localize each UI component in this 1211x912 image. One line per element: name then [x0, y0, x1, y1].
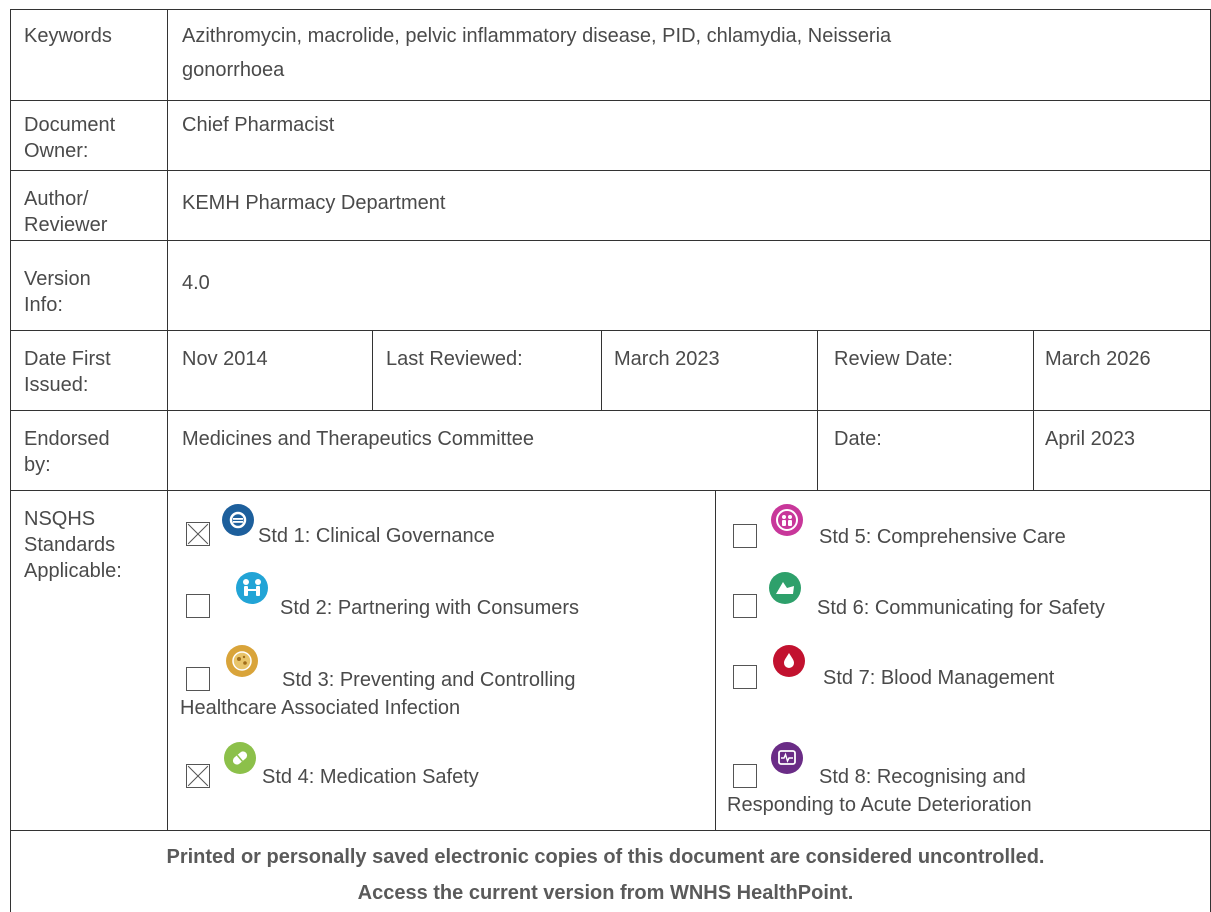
owner-label: Document Owner:: [24, 114, 116, 162]
acute-deterioration-icon: [771, 742, 803, 774]
infection-control-icon: [226, 645, 258, 677]
standard-7-checkbox[interactable]: [733, 665, 757, 689]
standard-3-label-line2: Healthcare Associated Infection: [180, 697, 461, 719]
standard-8: [727, 742, 1203, 828]
endorsed-label: Endorsed by:: [24, 428, 110, 476]
standard-7: [733, 645, 1203, 715]
standard-2: [186, 572, 706, 642]
last-reviewed-value: March 2023: [614, 348, 720, 370]
comprehensive-care-icon: [771, 504, 803, 536]
owner-value: Chief Pharmacist: [182, 114, 335, 136]
standard-3-label-line1: Std 3: Preventing and Controlling: [282, 669, 576, 691]
endorsed-date-label: Date:: [834, 428, 882, 450]
standard-8-checkbox[interactable]: [733, 764, 757, 788]
date-first-issued-value: Nov 2014: [182, 348, 268, 370]
standard-4-checkbox[interactable]: [186, 764, 210, 788]
footer-uncontrolled-notice: Printed or personally saved electronic copies of this document are considered uncontrolled.: [166, 846, 1045, 868]
standard-1-label: Std 1: Clinical Governance: [258, 525, 495, 547]
communicating-safety-icon: [769, 572, 801, 604]
endorsed-date-value: April 2023: [1045, 428, 1136, 450]
nsqhs-label: NSQHS Standards Applicable:: [24, 508, 122, 582]
last-reviewed-label: Last Reviewed:: [386, 348, 523, 370]
keywords-label: Keywords: [24, 25, 112, 47]
blood-management-icon: [773, 645, 805, 677]
standard-2-checkbox[interactable]: [186, 594, 210, 618]
standard-4-label: Std 4: Medication Safety: [262, 766, 479, 788]
keywords-value: Azithromycin, macrolide, pelvic inflammatory disease, PID, chlamydia, Neisseria gonorrhoea: [182, 25, 892, 81]
partnering-consumers-icon: [236, 572, 268, 604]
standard-6-checkbox[interactable]: [733, 594, 757, 618]
standard-3: [180, 645, 706, 735]
endorsed-value: Medicines and Therapeutics Committee: [182, 428, 535, 450]
standard-6: [733, 572, 1211, 642]
standard-5-label: Std 5: Comprehensive Care: [819, 526, 1066, 548]
standard-5-checkbox[interactable]: [733, 524, 757, 548]
standard-8-label-line1: Std 8: Recognising and: [819, 766, 1026, 788]
standard-7-label: Std 7: Blood Management: [823, 667, 1055, 689]
clinical-governance-icon: [222, 504, 254, 536]
footer-healthpoint-notice: Access the current version from WNHS HealthPoint.: [357, 882, 854, 904]
standard-1-checkbox[interactable]: [186, 522, 210, 546]
author-value: KEMH Pharmacy Department: [182, 192, 446, 214]
review-date-value: March 2026: [1045, 348, 1151, 370]
standard-4: [186, 742, 706, 822]
standard-8-label-line2: Responding to Acute Deterioration: [727, 794, 1032, 816]
standard-3-checkbox[interactable]: [186, 667, 210, 691]
review-date-label: Review Date:: [834, 348, 953, 370]
author-label: Author/ Reviewer: [24, 188, 108, 236]
standard-1: [186, 504, 706, 574]
date-first-issued-label: Date First Issued:: [24, 348, 111, 396]
standard-6-label: Std 6: Communicating for Safety: [817, 597, 1105, 619]
standard-2-label: Std 2: Partnering with Consumers: [280, 597, 580, 619]
standard-5: [733, 504, 1203, 574]
version-value: 4.0: [182, 272, 210, 294]
version-label: Version Info:: [24, 268, 91, 316]
medication-safety-icon: [224, 742, 256, 774]
